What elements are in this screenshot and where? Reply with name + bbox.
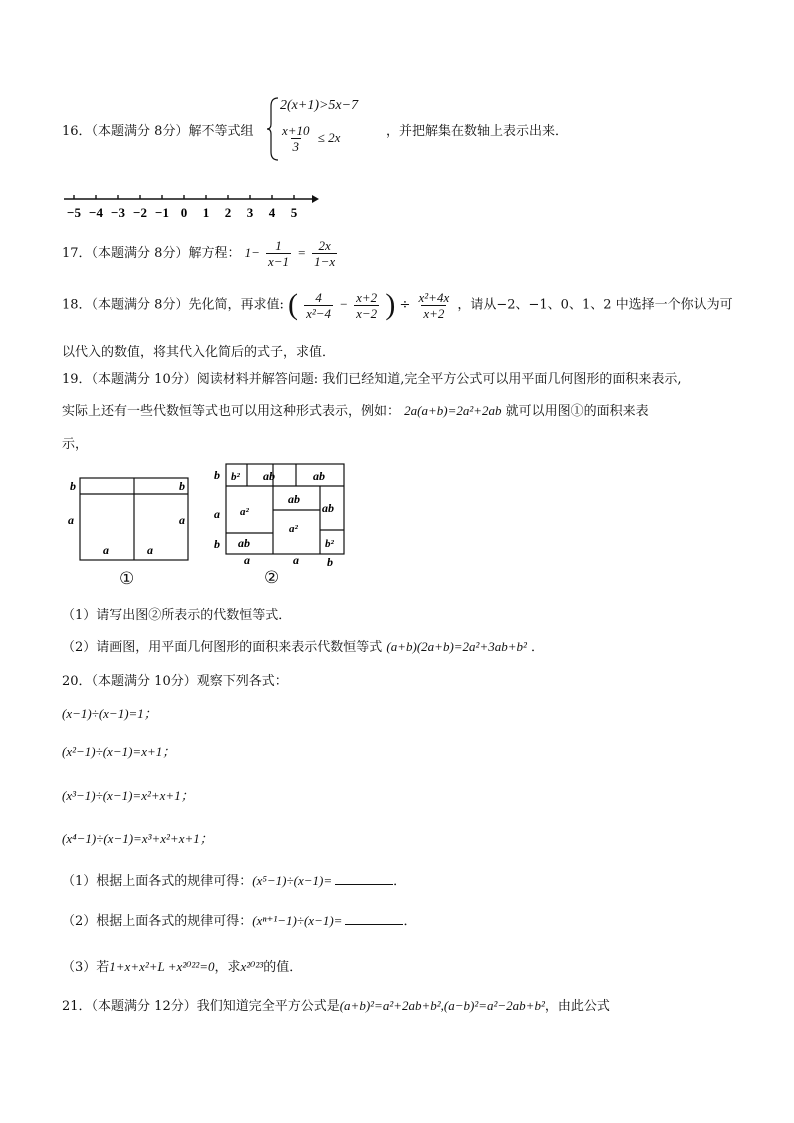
svg-text:a: a (147, 543, 153, 557)
number-line (60, 190, 322, 224)
q20-label: 20．（本题满分 10分）观察下列各式： (62, 674, 288, 689)
q19-line2: 实际上还有一些代数恒等式也可以用这种形式表示，例如： 2a(a+b)=2a²+2ab 就可以用图①的面积来表 (62, 403, 649, 419)
number-line-label: 0 (180, 205, 188, 220)
svg-text:a: a (103, 543, 109, 557)
svg-text:ab: ab (313, 469, 325, 483)
q20-line-1: (x−1)÷(x−1)=1； (62, 706, 157, 721)
q20-line-2: (x²−1)÷(x−1)=x+1； (62, 744, 176, 759)
svg-text:b²: b² (325, 538, 334, 550)
q20-line-4: (x⁴−1)÷(x−1)=x³+x²+x+1； (62, 831, 213, 846)
q20-line-3: (x³−1)÷(x−1)=x²+x+1； (62, 788, 194, 803)
q17-equation: 17．（本题满分 8分）解方程： 1− $\frac{1}{x-1}$ = $\frac{2x}{1-x}$ (62, 238, 336, 269)
number-line-label: 4 (268, 205, 276, 220)
svg-text:a²: a² (289, 523, 298, 535)
svg-text:b: b (179, 479, 185, 493)
number-line-label: 2 (224, 205, 232, 220)
svg-text:ab: ab (322, 501, 334, 515)
q18-line2: 以代入的数值，将其代入化简后的式子，求值． (62, 345, 336, 360)
svg-text:a: a (68, 513, 74, 527)
number-line-label: −2 (133, 205, 147, 220)
number-line-label: 5 (290, 205, 298, 220)
figure-2-caption: ② (264, 568, 280, 588)
svg-text:b: b (70, 479, 76, 493)
svg-text:b: b (214, 468, 220, 482)
q19-sub1: （1）请写出图②所表示的代数恒等式． (62, 608, 292, 623)
q16-label: 16．（本题满分 8分）解不等式组 (62, 124, 254, 139)
figure-2 (210, 460, 350, 572)
number-line-label: −3 (111, 205, 125, 220)
q20-sub1: （1）根据上面各式的规律可得：(x⁵−1)÷(x−1)= ． (62, 873, 407, 889)
q16-inequality-1: 2(x+1)>5x−7 (280, 98, 359, 113)
q18-expression: 18．（本题满分 8分）先化简，再求值: ( $\frac{4}{\text{x²−4}}$ − $\frac{x+2}{x-2}$ ) ÷ $\frac{\text{x²+4x}}{x+2}$ ，请从−2、−1、0、1、2 中选择一个你认为可 (62, 288, 733, 321)
svg-text:ab: ab (263, 469, 275, 483)
answer-blank-1[interactable] (335, 872, 393, 885)
number-line-label: 1 (202, 205, 210, 220)
q16-tail: ，并把解集在数轴上表示出来． (386, 124, 569, 139)
number-line-label: −1 (155, 205, 169, 220)
svg-text:b: b (214, 537, 220, 551)
q19-line1: 19．（本题满分 10分）阅读材料并解答问题: 我们已经知道,完全平方公式可以用平面几何图形的面积来表示, (62, 372, 682, 387)
q20-sub2: （2）根据上面各式的规律可得：(xⁿ⁺¹−1)÷(x−1)= ． (62, 913, 417, 929)
svg-text:a: a (244, 553, 250, 567)
figure-1-caption: ① (119, 569, 135, 589)
q16-inequality-2: $\frac{x+10}{3}$ ≤ 2x (282, 123, 341, 154)
number-line-label: −4 (89, 205, 103, 220)
answer-blank-2[interactable] (345, 912, 403, 925)
svg-text:a: a (179, 513, 185, 527)
svg-text:a: a (293, 553, 299, 567)
q21-line1: 21．（本题满分 12分）我们知道完全平方公式是(a+b)²=a²+2ab+b²,(a−b)²=a²−2ab+b²，由此公式 (62, 998, 610, 1014)
q19-sub2: （2）请画图，用平面几何图形的面积来表示代数恒等式 (a+b)(2a+b)=2a²+3ab+b² ． (62, 639, 545, 655)
svg-text:b²: b² (231, 471, 240, 483)
q19-line3: 示， (62, 437, 89, 452)
number-line-label: 3 (246, 205, 254, 220)
svg-text:ab: ab (288, 492, 300, 506)
number-line-label: −5 (67, 205, 81, 220)
svg-text:a²: a² (240, 506, 249, 518)
svg-text:ab: ab (238, 536, 250, 550)
svg-text:b: b (327, 555, 333, 569)
q20-sub3: （3）若1+x+x²+L +x²⁰²²=0，求x²⁰²³的值． (62, 959, 303, 975)
svg-text:a: a (214, 507, 220, 521)
